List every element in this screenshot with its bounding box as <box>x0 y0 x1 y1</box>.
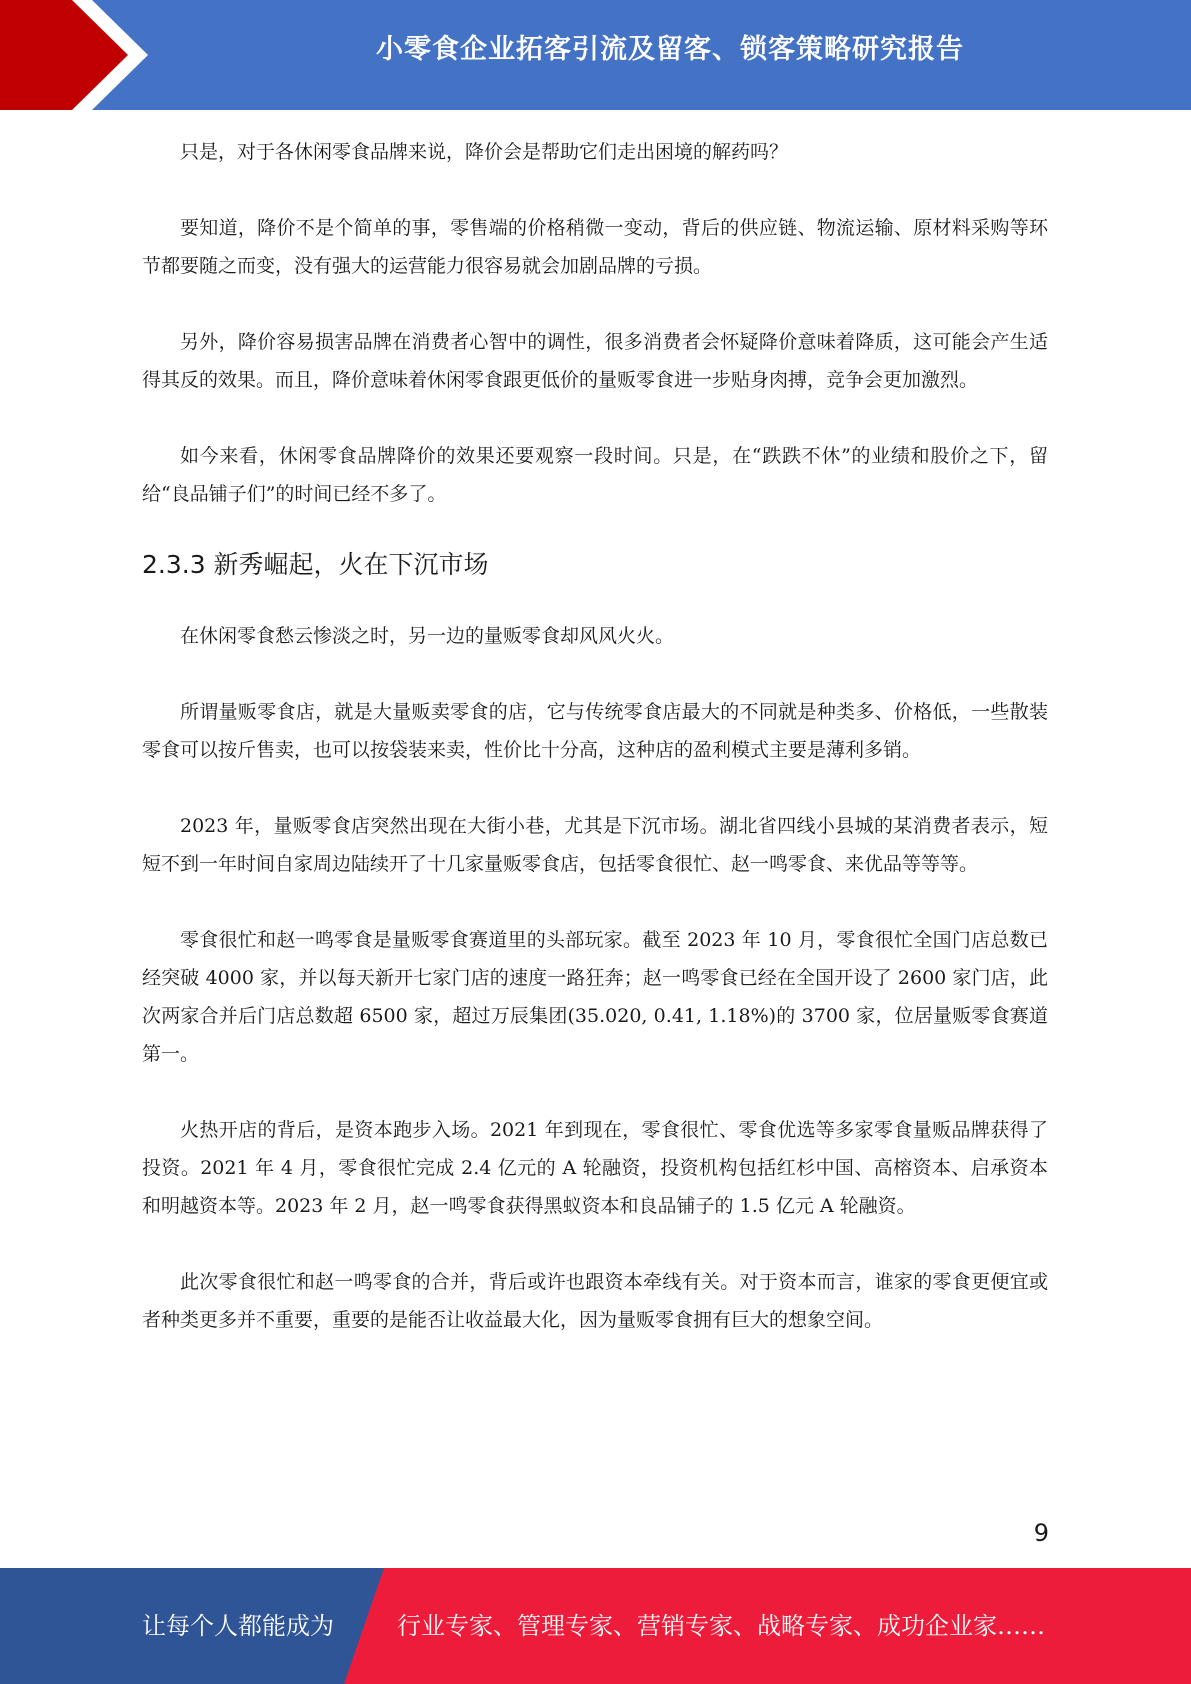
paragraph: 只是，对于各休闲零食品牌来说，降价会是帮助它们走出困境的解药吗？ <box>180 141 789 163</box>
page-footer <box>0 1568 1191 1684</box>
document-body <box>142 133 1048 1377</box>
paragraph: 所谓量贩零食店，就是大量贩卖零食的店，它与传统零食店最大的不同就是种类多、价格低，一些散装零食可以按斤售卖，也可以按袋装来卖，性价比十分高，这种店的盈利模式主要是薄利多销。 <box>142 701 1048 761</box>
footer-slogan-left: 让每个人都能成为 <box>142 1612 334 1640</box>
paragraph: 如今来看，休闲零食品牌降价的效果还要观察一段时间。只是，在“跌跌不休”的业绩和股价之下，留给“良品铺子们”的时间已经不多了。 <box>142 445 1048 505</box>
paragraph: 在休闲零食愁云惨淡之时，另一边的量贩零食却风风火火。 <box>180 625 675 647</box>
section-heading: 2.3.3 新秀崛起，火在下沉市场 <box>142 550 489 579</box>
paragraph: 零食很忙和赵一鸣零食是量贩零食赛道里的头部玩家。截至 2023 年 10 月，零食很忙全国门店总数已经突破 4000 家，并以每天新开七家门店的速度一路狂奔；赵一鸣零食已经在全国开设了 2600 家门店，此次两家合并后门店总数超 6500 家，超过万辰集团(35.020, 0.41, 1.18%)的 3700 家，位居量贩零食赛道第一。 <box>142 929 1048 1065</box>
page-header <box>0 0 1191 110</box>
paragraph: 火热开店的背后，是资本跑步入场。2021 年到现在，零食很忙、零食优选等多家零食量贩品牌获得了投资。2021 年 4 月，零食很忙完成 2.4 亿元的 A 轮融资，投资机构包括红杉中国、高榕资本、启承资本和明越资本等。2023 年 2 月，赵一鸣零食获得黑蚁资本和良品铺子的 1.5 亿元 A 轮融资。 <box>142 1119 1048 1217</box>
footer-slogan-right: 行业专家、管理专家、营销专家、战略专家、成功企业家…… <box>397 1612 1045 1640</box>
paragraph: 另外，降价容易损害品牌在消费者心智中的调性，很多消费者会怀疑降价意味着降质，这可能会产生适得其反的效果。而且，降价意味着休闲零食跟更低价的量贩零食进一步贴身肉搏，竞争会更加激烈。 <box>142 331 1048 391</box>
header-arrow-decoration <box>0 0 160 110</box>
paragraph: 此次零食很忙和赵一鸣零食的合并，背后或许也跟资本牵线有关。对于资本而言，谁家的零食更便宜或者种类更多并不重要，重要的是能否让收益最大化，因为量贩零食拥有巨大的想象空间。 <box>142 1271 1048 1331</box>
header-title: 小零食企业拓客引流及留客、锁客策略研究报告 <box>376 34 964 65</box>
page-number: 9 <box>1033 1519 1049 1547</box>
paragraph: 2023 年，量贩零食店突然出现在大街小巷，尤其是下沉市场。湖北省四线小县城的某消费者表示，短短不到一年时间自家周边陆续开了十几家量贩零食店，包括零食很忙、赵一鸣零食、来优品等等等。 <box>142 815 1048 875</box>
paragraph: 要知道，降价不是个简单的事，零售端的价格稍微一变动，背后的供应链、物流运输、原材料采购等环节都要随之而变，没有强大的运营能力很容易就会加剧品牌的亏损。 <box>142 217 1048 277</box>
